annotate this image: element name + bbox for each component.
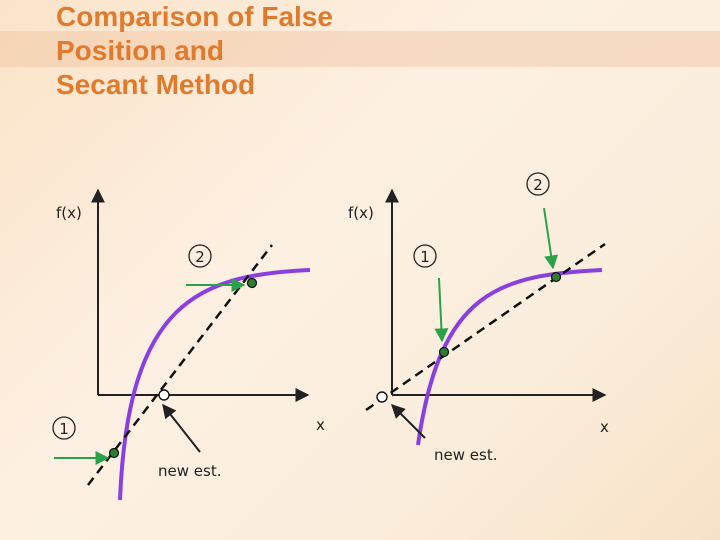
false-position-panel — [53, 190, 325, 500]
svg-text:1: 1 — [59, 420, 69, 438]
right-green-arrow-second — [544, 208, 553, 268]
right-function-curve — [418, 270, 602, 445]
right-upper-point — [552, 273, 561, 282]
right-marker-1 — [414, 245, 436, 267]
right-lower-point — [440, 348, 449, 357]
svg-text:2: 2 — [195, 248, 205, 266]
right-secant-line — [366, 244, 605, 410]
left-new-estimate-point — [159, 390, 169, 400]
left-lower-point — [110, 449, 119, 458]
right-y-axis-label: f(x) — [348, 204, 374, 222]
left-marker-2 — [189, 245, 211, 267]
left-marker-1 — [53, 417, 75, 439]
svg-text:1: 1 — [420, 248, 430, 266]
left-y-axis-label: f(x) — [56, 204, 82, 222]
right-new-estimate-point — [377, 392, 387, 402]
left-x-axis-label: x — [316, 416, 325, 434]
title-line-2: Position and — [56, 35, 224, 66]
right-marker-2 — [527, 173, 549, 195]
secant-panel — [348, 173, 609, 464]
left-annotation-arrow — [163, 405, 200, 452]
left-upper-point — [248, 279, 257, 288]
svg-text:2: 2 — [533, 176, 543, 194]
left-annotation-label: new est. — [158, 462, 222, 480]
title-line-3: Secant Method — [56, 69, 256, 100]
right-x-axis-label: x — [600, 418, 609, 436]
title-line-1: Comparison of False — [56, 1, 333, 32]
right-annotation-label: new est. — [434, 446, 498, 464]
right-green-arrow-first — [439, 278, 442, 341]
